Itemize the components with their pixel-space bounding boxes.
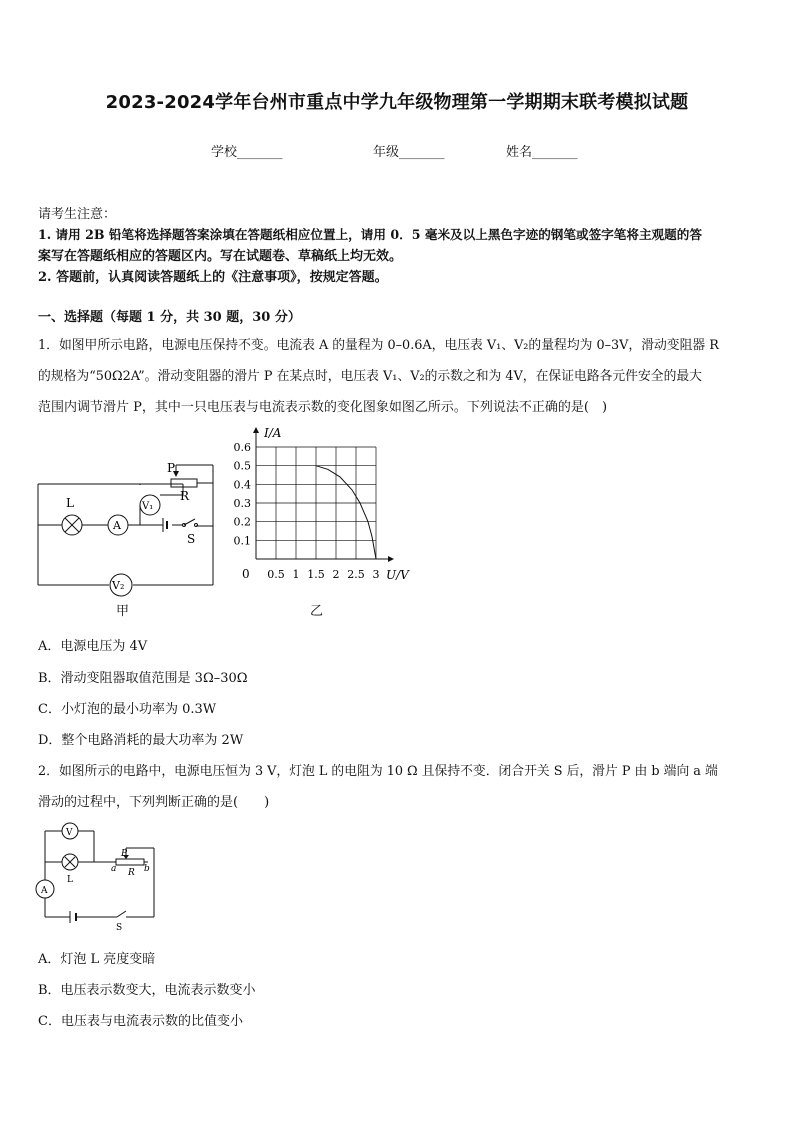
q2-text-line-2: 滑动的过程中，下列判断正确的是( ) xyxy=(38,795,270,810)
chart-y-axis-label: I/A xyxy=(264,426,282,440)
label-s: S xyxy=(116,923,123,932)
chart-series-line xyxy=(316,466,376,559)
q2-text-line-1: 2．如图所示的电路中，电源电压恒为 3 V，灯泡 L 的电阻为 10 Ω 且保持不变．闭合开关 S 后，滑片 P 由 b 端向 a 端 xyxy=(38,764,718,779)
label-r: R xyxy=(180,489,190,503)
label-l: L xyxy=(66,496,74,510)
label-l: L xyxy=(67,875,73,885)
notice-heading: 请考生注意： xyxy=(38,207,117,222)
chart-x-tick-label: 1.5 xyxy=(307,568,325,581)
label-p: P xyxy=(121,849,128,859)
q1-circuit-diagram xyxy=(30,455,220,620)
chart-x-tick-label: 3 xyxy=(372,568,380,581)
page-title: 2023-2024学年台州市重点中学九年级物理第一学期期末联考模拟试题 xyxy=(105,92,689,113)
switch-blade xyxy=(117,911,126,917)
chart-y-tick-label: 0.1 xyxy=(233,534,251,548)
chart-y-tick-label: 0.3 xyxy=(233,497,251,510)
q1-iu-chart xyxy=(222,423,422,593)
chart-origin-label: 0 xyxy=(242,567,250,581)
chart-x-axis-arrow xyxy=(388,556,394,562)
chart-x-tick-label: 2.5 xyxy=(347,568,365,581)
q2-option-b[interactable]: B．电压表示数变大，电流表示数变小 xyxy=(38,983,256,998)
q2-option-c[interactable]: C．电压表与电流表示数的比值变小 xyxy=(38,1014,243,1029)
chart-x-tick-label: 2 xyxy=(332,568,340,581)
label-r: R xyxy=(128,868,135,878)
label-a: A xyxy=(113,519,121,532)
notice-item-1-line-2: 案写在答题纸相应的答题区内。写在试题卷、草稿纸上均无效。 xyxy=(38,249,403,264)
q1-text-line-3: 范围内调节滑片 P，其中一只电压表与电流表示数的变化图象如图乙所示。下列说法不正确的是( ) xyxy=(38,400,608,415)
q2-circuit-diagram xyxy=(34,820,164,932)
switch-blade xyxy=(184,519,195,525)
label-s: S xyxy=(187,532,196,546)
rheostat-r xyxy=(171,479,197,487)
school-field[interactable]: 学校_______ xyxy=(211,145,283,160)
label-v: V xyxy=(66,828,73,838)
notice-item-1-line-1: 1. 请用 2B 铅笔将选择题答案涂填在答题纸相应位置上，请用 0．5 毫米及以上黑色字迹的钢笔或签字笔将主观题的答 xyxy=(38,227,702,242)
chart-y-tick-label: 0.5 xyxy=(233,459,251,473)
rheostat-r xyxy=(116,859,144,865)
figure-jia-label: 甲 xyxy=(116,604,130,619)
q1-option-c[interactable]: C．小灯泡的最小功率为 0.3W xyxy=(38,702,217,717)
label-a-end: a xyxy=(111,864,117,874)
q1-option-d[interactable]: D．整个电路消耗的最大功率为 2W xyxy=(38,733,244,748)
q2-option-a[interactable]: A．灯泡 L 亮度变暗 xyxy=(38,952,156,967)
figure-yi-label: 乙 xyxy=(310,604,324,619)
grade-field[interactable]: 年级_______ xyxy=(373,145,445,160)
label-b-end: b xyxy=(144,864,150,874)
label-a-meter: A xyxy=(41,886,48,896)
q1-option-b[interactable]: B．滑动变阻器取值范围是 3Ω–30Ω xyxy=(38,671,248,686)
chart-x-tick-label: 1 xyxy=(292,568,300,581)
notice-item-2: 2. 答题前，认真阅读答题纸上的《注意事项》，按规定答题。 xyxy=(38,270,388,285)
chart-x-axis-label: U/V xyxy=(386,568,409,582)
q1-option-a[interactable]: A．电源电压为 4V xyxy=(38,639,148,654)
chart-y-tick-label: 0.6 xyxy=(233,441,251,454)
switch-contact xyxy=(195,524,198,527)
chart-y-axis-arrow xyxy=(253,427,259,433)
chart-y-tick-label: 0.4 xyxy=(233,478,251,492)
name-field[interactable]: 姓名_______ xyxy=(506,145,578,160)
label-v1: V₁ xyxy=(142,501,154,512)
chart-x-tick-label: 0.5 xyxy=(267,568,285,581)
q1-text-line-2: 的规格为“50Ω2A”。滑动变阻器的滑片 P 在某点时，电压表 V₁、V₂的示数之和为 4V，在保证电路各元件安全的最大 xyxy=(38,369,702,384)
q1-text-line-1: 1．如图甲所示电路，电源电压保持不变。电流表 A 的量程为 0–0.6A，电压表 V₁、V₂的量程均为 0–3V，滑动变阻器 R xyxy=(38,338,719,353)
label-v2: V₂ xyxy=(112,579,125,592)
label-p: P xyxy=(167,461,176,475)
section-heading: 一、选择题（每题 1 分，共 30 题，30 分） xyxy=(38,310,301,325)
chart-y-tick-label: 0.2 xyxy=(233,515,251,529)
